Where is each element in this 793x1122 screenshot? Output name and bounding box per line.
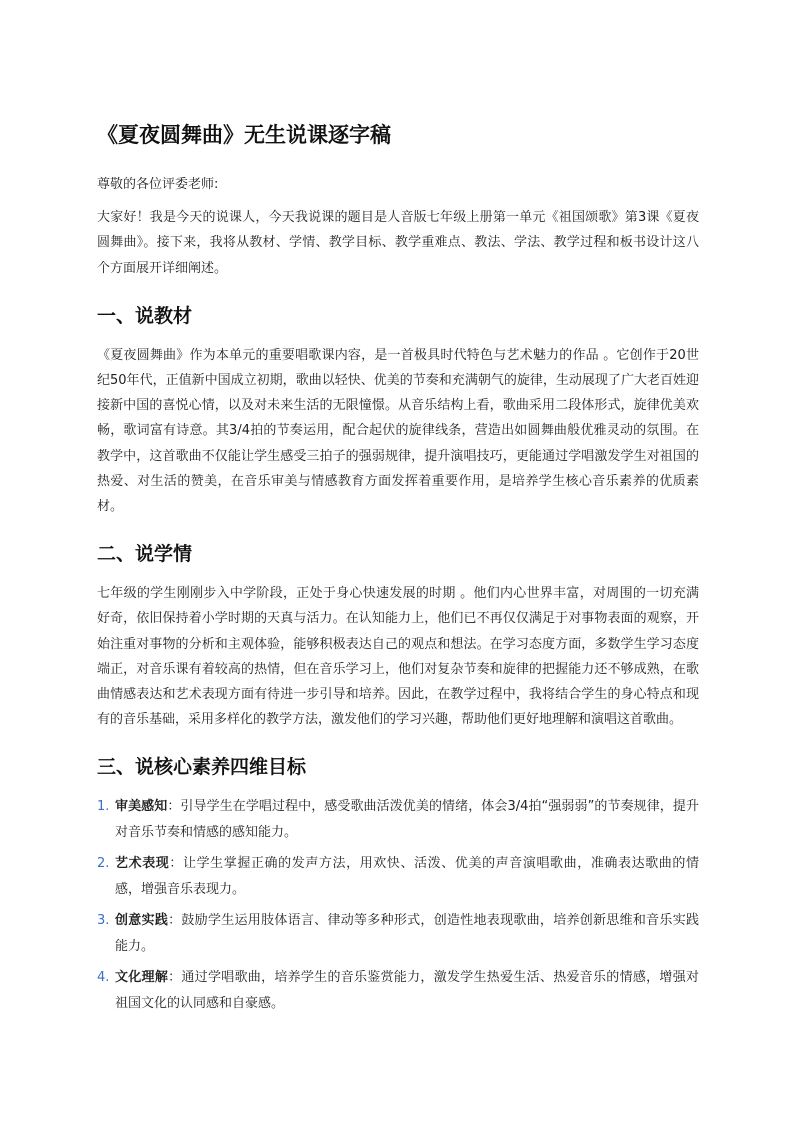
section-heading-students: 二、说学情 xyxy=(97,543,193,566)
goal-item-performance xyxy=(97,851,699,903)
intro-paragraph: 大家好！我是今天的说课人，今天我说课的题目是人音版七年级上册第一单元《祖国颂歌》第3课《夏夜圆舞曲》。接下来，我将从教材、学情、教学目标、教学重难点、教法、学法、教学过程和板书设计这八个方面展开详细阐述。 xyxy=(97,210,699,276)
document-title: 《夏夜圆舞曲》无生说课逐字稿 xyxy=(97,123,391,147)
goal-text: ：鼓励学生运用肢体语言、律动等多种形式，创造性地表现歌曲，培养创新思维和音乐实践能力。 xyxy=(115,913,699,955)
goal-number: 4. xyxy=(97,970,110,986)
goal-term: 审美感知 xyxy=(115,799,168,815)
goal-text: ：引导学生在学唱过程中，感受歌曲活泼优美的情绪，体会3/4拍“强弱弱”的节奏规律，提升对音乐节奏和情感的感知能力。 xyxy=(115,799,699,841)
salutation: 尊敬的各位评委老师: xyxy=(97,177,219,192)
goal-text: ：让学生掌握正确的发声方法，用欢快、活泼、优美的声音演唱歌曲，准确表达歌曲的情感，增强音乐表现力。 xyxy=(115,856,699,898)
goal-term: 创意实践 xyxy=(115,913,169,929)
goal-number: 3. xyxy=(97,913,110,929)
section-body-students: 七年级的学生刚刚步入中学阶段，正处于身心快速发展的时期 。他们内心世界丰富，对周围的一切充满好奇，依旧保持着小学时期的天真与活力。在认知能力上，他们已不再仅仅满足于对事物表面的观察，开始注重对事物的分析和主观体验，能够积极表达自己的观点和想法。在学习态度方面，多数学生学习态度端正，对音乐课有着较高的热情，但在音乐学习上，他们对复杂节奏和旋律的把握能力还不够成熟，在歌曲情感表达和艺术表现方面有待进一步引导和培养。因此，在教学过程中，我将结合学生的身心特点和现有的音乐基础，采用多样化的教学方法，激发他们的学习兴趣，帮助他们更好地理解和演唱这首歌曲。 xyxy=(97,586,699,728)
goal-term: 文化理解 xyxy=(115,970,169,986)
goal-item-culture xyxy=(97,965,699,1017)
goal-item-creativity xyxy=(97,908,699,960)
goal-item-aesthetic xyxy=(97,794,699,846)
section-body-textbook: 《夏夜圆舞曲》作为本单元的重要唱歌课内容，是一首极具时代特色与艺术魅力的作品 。它创作于20世纪50年代，正值新中国成立初期，歌曲以轻快、优美的节奏和充满朝气的旋律，生动展现了广大老百姓迎接新中国的喜悦心情，以及对未来生活的无限憧憬。从音乐结构上看，歌曲采用二段体形式，旋律优美欢畅，歌词富有诗意。其3/4拍的节奏运用，配合起伏的旋律线条，营造出如圆舞曲般优雅灵动的氛围。在教学中，这首歌曲不仅能让学生感受三拍子的强弱规律，提升演唱技巧，更能通过学唱激发学生对祖国的热爱、对生活的赞美，在音乐审美与情感教育方面发挥着重要作用，是培养学生核心音乐素养的优质素材。 xyxy=(97,347,699,515)
goal-term: 艺术表现 xyxy=(115,856,170,872)
section-heading-textbook: 一、说教材 xyxy=(97,304,193,327)
goal-list xyxy=(97,794,699,1017)
goal-number: 2. xyxy=(97,856,110,872)
goal-text: ：通过学唱歌曲，培养学生的音乐鉴赏能力，激发学生热爱生活、热爱音乐的情感，增强对祖国文化的认同感和自豪感。 xyxy=(115,970,699,1012)
goal-number: 1. xyxy=(97,799,110,815)
section-heading-goals: 三、说核心素养四维目标 xyxy=(97,756,307,779)
document-page xyxy=(97,118,699,1022)
